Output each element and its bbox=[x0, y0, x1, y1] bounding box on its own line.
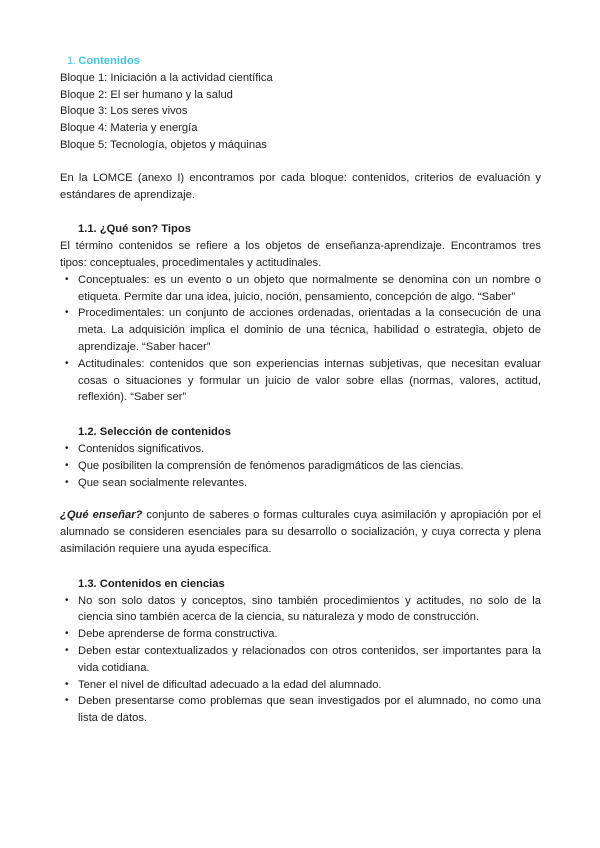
list-item: • Deben estar contextualizados y relacionados con otros contenidos, ser importantes para la vida cotidiana. bbox=[65, 644, 541, 674]
list-item: • Actitudinales: contenidos que son experiencias internas subjetivas, que necesitan evaluar cosas o situaciones y formular un juicio de valor sobre ellas (normas, valores, actitud, reflexión). “Saber ser” bbox=[65, 357, 541, 404]
list-item: • Debe aprenderse de forma constructiva. bbox=[60, 626, 541, 643]
science-list bbox=[60, 593, 541, 727]
list-item: • Que posibiliten la comprensión de fenómenos paradigmáticos de las ciencias. bbox=[60, 458, 541, 475]
blocks-list bbox=[60, 70, 541, 154]
what-to-teach-lead: ¿Qué enseñar? bbox=[60, 509, 143, 522]
list-item: • Tener el nivel de dificultad adecuado a la edad del alumnado. bbox=[60, 677, 541, 694]
block-line: Bloque 1: Iniciación a la actividad científica bbox=[60, 71, 273, 84]
list-item: • Procedimentales: un conjunto de acciones ordenadas, orientadas a la consecución de una meta. La adquisición implica el dominio de una técnica, habilidad o estrategia, objeto de aprendizaje. “Saber hacer” bbox=[65, 307, 541, 353]
bullet-icon: • bbox=[65, 695, 69, 707]
subsection-heading-types: 1.1. ¿Qué son? Tipos bbox=[78, 223, 191, 236]
selection-list bbox=[60, 441, 541, 491]
bullet-icon: • bbox=[65, 357, 69, 369]
subsection-heading-selection: 1.2. Selección de contenidos bbox=[78, 426, 231, 439]
section-title bbox=[60, 53, 541, 70]
what-to-teach-text: conjunto de saberes o formas culturales cuya asimilación y apropiación por el alumnado se consideren esenciales para su desarrollo o socialización, y cuya correcta y plena asimilación requiere una ayuda específica. bbox=[60, 509, 541, 555]
list-item: • Deben presentarse como problemas que sean investigados por el alumnado, no como una lista de datos. bbox=[65, 695, 541, 725]
document-page bbox=[60, 53, 541, 727]
bullet-icon: • bbox=[65, 307, 69, 319]
bullet-icon: • bbox=[65, 273, 69, 285]
list-item: • Que sean socialmente relevantes. bbox=[60, 475, 541, 492]
block-line: Bloque 4: Materia y energía bbox=[60, 122, 198, 135]
subsection-heading-science: 1.3. Contenidos en ciencias bbox=[78, 577, 225, 590]
what-to-teach-paragraph bbox=[60, 507, 541, 557]
types-paragraph: El término contenidos se refiere a los objetos de enseñanza-aprendizaje. Encontramos tres tipos: conceptuales, procedimentales y actitudinales. bbox=[60, 240, 541, 269]
block-line: Bloque 3: Los seres vivos bbox=[60, 105, 188, 118]
list-item: • Conceptuales: es un evento o un objeto que normalmente se denomina con un nombre o etiqueta. Permite dar una idea, juicio, noción, pensamiento, concepción de algo. “Saber” bbox=[65, 273, 541, 303]
list-item: • No son solo datos y conceptos, sino también procedimientos y actitudes, no solo de la ciencia sino también acerca de la ciencia, su naturaleza y modo de construcción. bbox=[65, 594, 541, 624]
bullet-icon: • bbox=[65, 476, 69, 488]
bullet-icon: • bbox=[65, 459, 69, 471]
block-line: Bloque 5: Tecnología, objetos y máquinas bbox=[60, 138, 267, 151]
intro-paragraph: En la LOMCE (anexo I) encontramos por cada bloque: contenidos, criterios de evaluación y estándares de aprendizaje. bbox=[60, 171, 541, 201]
bullet-icon: • bbox=[65, 594, 69, 606]
bullet-icon: • bbox=[65, 442, 69, 454]
bullet-icon: • bbox=[65, 628, 69, 640]
types-list bbox=[60, 272, 541, 406]
block-line: Bloque 2: El ser humano y la salud bbox=[60, 88, 233, 101]
bullet-icon: • bbox=[65, 678, 69, 690]
section-number: 1. bbox=[67, 55, 77, 67]
section-title-text: Contenidos bbox=[78, 55, 140, 67]
list-item: • Contenidos significativos. bbox=[60, 441, 541, 458]
bullet-icon: • bbox=[65, 644, 69, 656]
